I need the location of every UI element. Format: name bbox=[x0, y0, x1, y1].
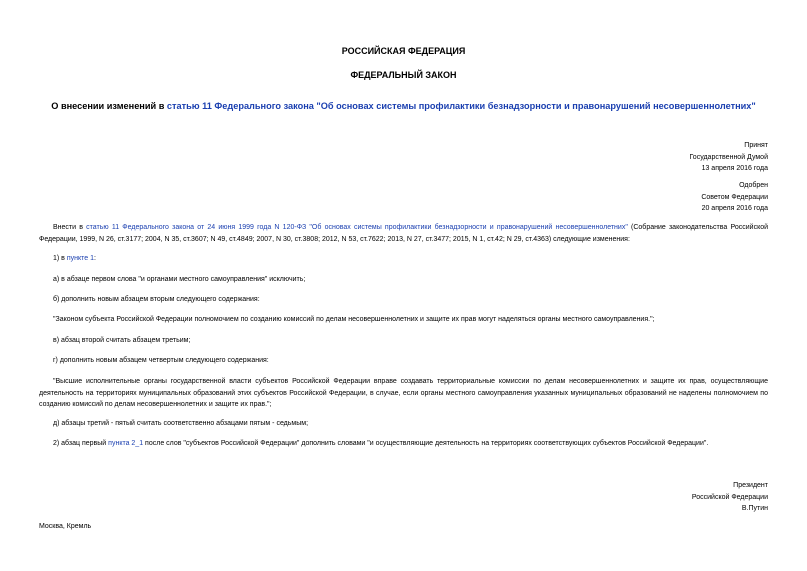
law-title bbox=[30, 101, 777, 111]
quote-2: "Высшие исполнительные органы государственной власти субъектов Российской Федерации вправе создавать территориальные комиссии по делам несовершеннолетних и защите их прав, осуществляющие деятельность на территориях муниципальных образований этих субъектов Российской Федерации, в случае, если органы местного самоуправления указанных муниципальных образований не наделены полномочием по созданию комиссий по делам несовершеннолетних и защите их прав."; bbox=[39, 378, 768, 408]
item-2-link[interactable]: пункта 2_1 bbox=[108, 440, 144, 447]
item-1 bbox=[39, 253, 768, 265]
adopted-date: 13 апреля 2016 года bbox=[701, 165, 768, 172]
signature-country: Российской Федерации bbox=[691, 493, 768, 501]
approved-word: Одобрен bbox=[739, 182, 768, 189]
paragraph-v: в) абзац второй считать абзацем третьим; bbox=[53, 337, 191, 344]
intro-article-link[interactable]: статью 11 Федерального закона от 24 июня 1999 года N 120-ФЗ "Об основах системы профилактики безнадзорности и правонарушений несовершеннолетних" bbox=[86, 224, 628, 231]
paragraph-b: б) дополнить новым абзацем вторым следующего содержания: bbox=[53, 296, 260, 303]
intro-prefix: Внести в bbox=[53, 224, 87, 231]
adopted-block bbox=[689, 140, 768, 175]
item-1-prefix: 1) в bbox=[53, 255, 67, 262]
signature-block bbox=[692, 480, 768, 515]
title-prefix: О внесении изменений в bbox=[51, 101, 167, 111]
item-2-prefix: 2) абзац первый bbox=[53, 440, 109, 447]
approved-date: 20 апреля 2016 года bbox=[701, 205, 768, 212]
title-article-link[interactable]: статью 11 Федерального закона "Об основах системы профилактики безнадзорности и правонарушений несовершеннолетних" bbox=[166, 101, 756, 111]
approved-block bbox=[701, 180, 768, 215]
country-heading: РОССИЙСКАЯ ФЕДЕРАЦИЯ bbox=[341, 46, 466, 56]
intro-suffix: (Собрание законодательства Российской Федерации, 1999, N 26, ст.3177; 2004, N 35, ст.3607; N 49, ст.4849; 2007, N 30, ст.3808; 2012, N 53, ст.7622; 2013, N 27, ст.3477; 2015, N 1, ст.42; N 29, ст.4363) следующие изменения: bbox=[39, 224, 769, 243]
item-1-link[interactable]: пункте 1 bbox=[66, 255, 94, 262]
item-1-suffix: : bbox=[94, 255, 96, 262]
paragraph-d: д) абзацы третий - пятый считать соответственно абзацами пятым - седьмым; bbox=[53, 420, 309, 427]
approved-by: Советом Федерации bbox=[701, 193, 768, 201]
paragraph-g: г) дополнить новым абзацем четвертым следующего содержания: bbox=[53, 357, 269, 364]
item-2 bbox=[39, 438, 768, 450]
paragraph-a: а) в абзаце первом слова "и органами местного самоуправления" исключить; bbox=[53, 276, 306, 283]
quote-1: "Законом субъекта Российской Федерации полномочием по созданию комиссий по делам несовершеннолетних и защите их прав могут наделяться органы местного самоуправления."; bbox=[53, 316, 655, 323]
adopted-word: Принят bbox=[744, 142, 768, 149]
signature-name: В.Путин bbox=[741, 505, 768, 512]
signing-place: Москва, Кремль bbox=[39, 523, 92, 530]
doc-type-heading: ФЕДЕРАЛЬНЫЙ ЗАКОН bbox=[350, 70, 457, 80]
item-2-suffix: после слов "субъектов Российской Федерации" дополнить словами "и осуществляющие деятельность на территориях соответствующих субъектов Российской Федерации". bbox=[143, 440, 709, 447]
adopted-by: Государственной Думой bbox=[689, 153, 768, 161]
signature-title: Президент bbox=[733, 482, 768, 489]
intro-paragraph bbox=[39, 222, 768, 245]
